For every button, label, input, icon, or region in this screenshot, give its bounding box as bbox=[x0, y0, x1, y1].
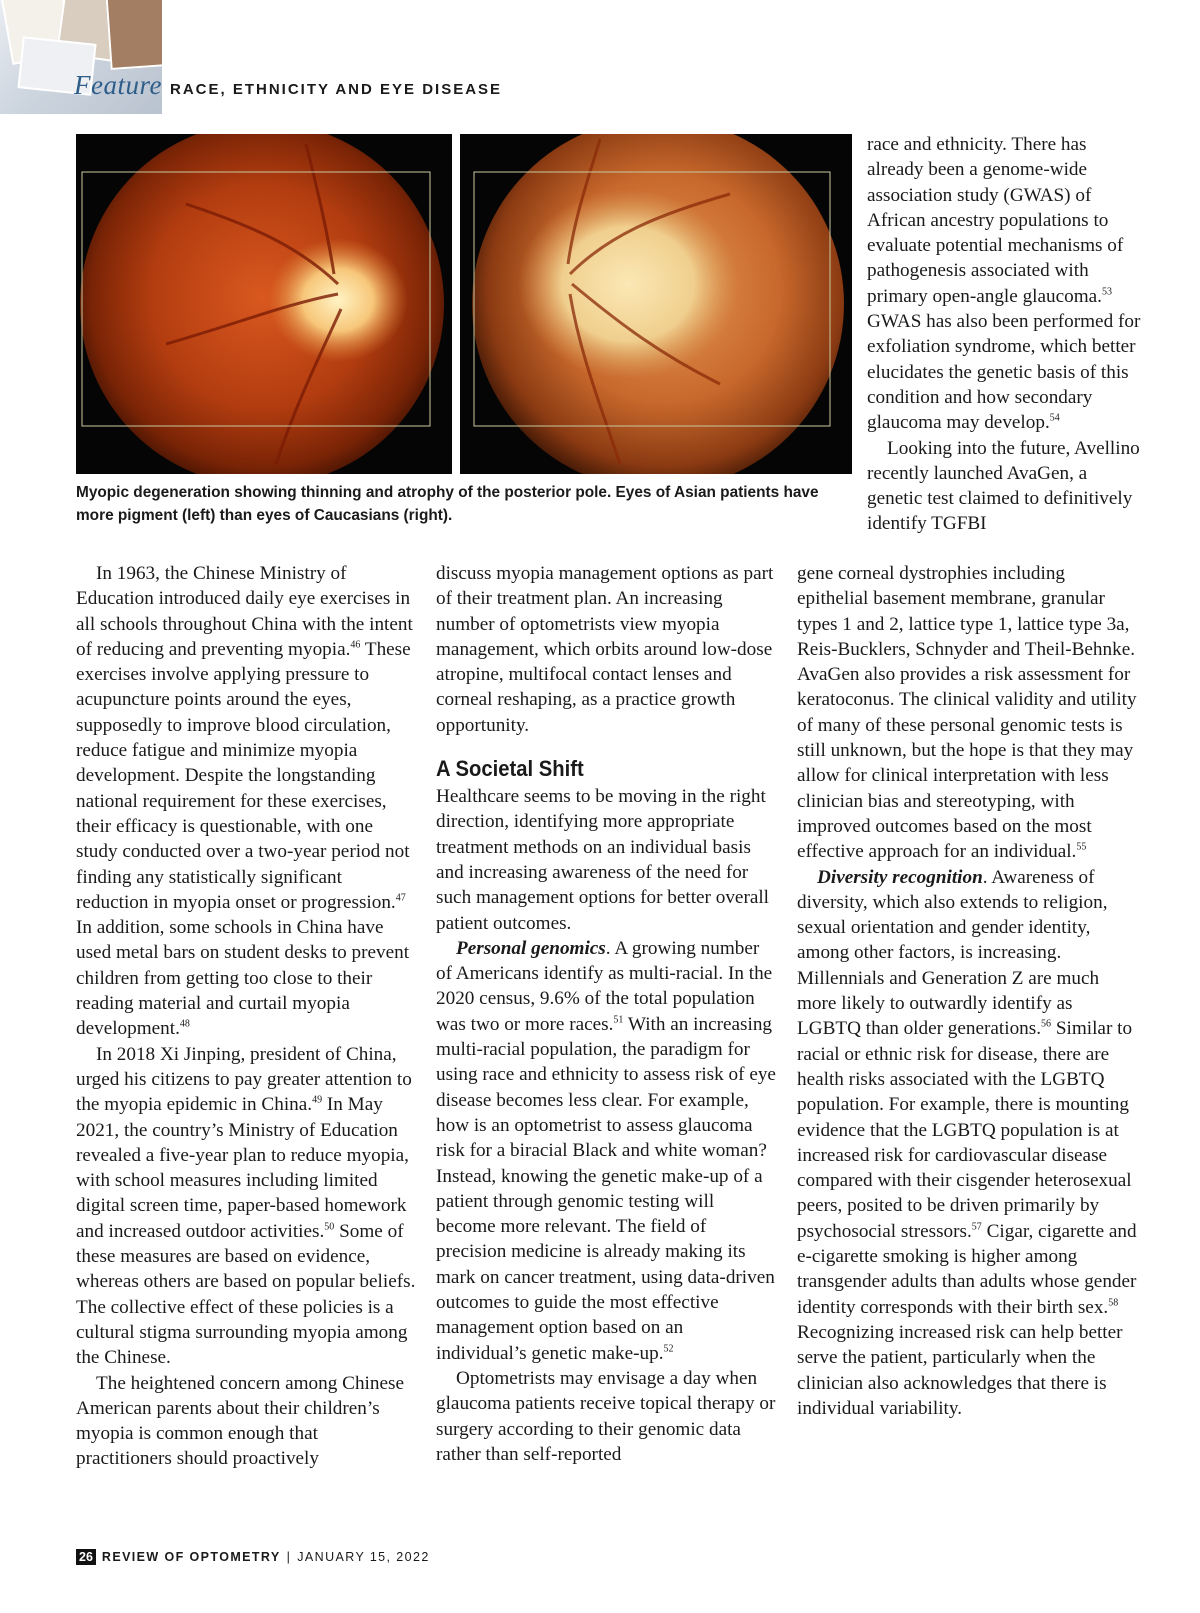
fundus-photo-asian bbox=[76, 134, 452, 474]
publication-name: REVIEW OF OPTOMETRY bbox=[101, 1550, 281, 1564]
paragraph: discuss myopia management options as part of their treatment plan. An increasing number of optometrists view myopia management, which orbits around low-dose atropine, multifocal contact lenses and corneal reshaping, as a practice growth opportunity. bbox=[436, 563, 774, 736]
fundus-photo-caucasian bbox=[460, 134, 852, 474]
paragraph: Diversity recognition. Awareness of diversity, which also extends to religion, sexual orientation and gender identity, among other factors, is increasing. Millennials and Generation Z are much more likely to outwardly identify as LGBTQ than older generations.$^{56}$ Similar to racial or ethnic risk for disease, there are health risks associated with the LGBTQ population. For example, there is mounting evidence that the LGBTQ population is at increased risk for cardiovascular disease compared with their cisgender heterosexual peers, posited to be driven primarily by psychosocial stressors.$^{57}$ Cigar, cigarette and e-cigarette smoking is higher among transgender adults than adults whose gender identity corresponds with their birth sex.$^{58}$ Recognizing increased risk can help better serve the patient, particularly when the clinician also acknowledges that there is individual variability. bbox=[797, 866, 1137, 1419]
paragraph: Personal genomics. A growing number of Americans identify as multi-racial. In the 2020 census, 9.6% of the total population was two or more races.$^{51}$ With an increasing multi-racial population, the paradigm for using race and ethnicity to assess risk of eye disease becomes less clear. For example, how is an optometrist to assess glaucoma risk for a biracial Black and white woman? Instead, knowing the genetic make-up of a patient through genomic testing will become more relevant. The field of precision medicine is already making its mark on cancer treatment, using data-driven outcomes to guide the most effective management option based on an individual’s genetic make-up.$^{52}$ bbox=[436, 937, 776, 1364]
section-subhead: A Societal Shift bbox=[436, 756, 584, 782]
paragraph: Healthcare seems to be moving in the right direction, identifying more appropriate treatment methods on an individual basis and increasing awareness of the need for such management options for better overall patient outcomes. bbox=[436, 786, 770, 934]
feature-label: Feature bbox=[74, 70, 162, 100]
column-3-top bbox=[867, 132, 1143, 537]
column-1 bbox=[76, 561, 416, 1472]
paragraph: In 1963, the Chinese Ministry of Education introduced daily eye exercises in all schools throughout China with the intent of reducing and preventing myopia.$^{46}$ These exercises involve applying pressure to acupuncture points around the eyes, supposedly to improve blood circulation, reduce fatigue and minimize myopia development. Despite the longstanding national requirement for these exercises, their efficacy is questionable, with one study conducted over a two-year period not finding any statistically significant reduction in myopia onset or progression.$^{47}$ In addition, some schools in China have used metal bars on student desks to prevent children from getting too close to their reading material and curtail myopia development.$^{48}$ bbox=[76, 563, 413, 1040]
page-number: 26 bbox=[76, 1549, 96, 1565]
paragraph: Looking into the future, Avellino recently launched AvaGen, a genetic test claimed to definitively identify TGFBI bbox=[867, 437, 1140, 535]
paragraph: gene corneal dystrophies including epithelial basement membrane, granular types 1 and 2, lattice type 1, lattice type 3a, Reis-Bucklers, Schnyder and Theil-Behnke. AvaGen also provides a risk assessment for keratoconus. The clinical validity and utility of many of these personal genomic tests is still unknown, but the hope is that they may allow for clinical interpretation with less clinician bias and stereotyping, with improved outcomes based on the most effective approach for an individual.$^{55}$ bbox=[797, 563, 1137, 863]
page-footer bbox=[76, 1549, 430, 1565]
paragraph: race and ethnicity. There has already been a genome-wide association study (GWAS) of African ancestry populations to evaluate potential mechanisms of pathogenesis associated with primary open-angle glaucoma.$^{53}$ GWAS has also been performed for exfoliation syndrome, which better elucidates the genetic basis of this condition and how secondary glaucoma may develop.$^{54}$ bbox=[867, 134, 1141, 434]
column-2 bbox=[436, 561, 776, 1467]
section-title: RACE, ETHNICITY AND EYE DISEASE bbox=[170, 81, 503, 98]
paragraph: The heightened concern among Chinese American parents about their children’s myopia is common enough that practitioners should proactively bbox=[76, 1372, 404, 1470]
footer-separator: | bbox=[286, 1550, 292, 1564]
paragraph: Optometrists may envisage a day when glaucoma patients receive topical therapy or surgery according to their genomic data rather than self-reported bbox=[436, 1367, 776, 1465]
column-3 bbox=[797, 561, 1137, 1421]
figure-caption: Myopic degeneration showing thinning and atrophy of the posterior pole. Eyes of Asian patients have more pigment (left) than eyes of Caucasians (right). bbox=[76, 484, 819, 524]
paragraph: In 2018 Xi Jinping, president of China, urged his citizens to pay greater attention to the myopia epidemic in China.$^{49}$ In May 2021, the country’s Ministry of Education revealed a five-year plan to reduce myopia, with school measures including limited digital screen time, paper-based homework and increased outdoor activities.$^{50}$ Some of these measures are based on evidence, whereas others are based on popular beliefs. The collective effect of these policies is a cultural stigma surrounding myopia among the Chinese. bbox=[76, 1043, 416, 1369]
issue-date: JANUARY 15, 2022 bbox=[297, 1550, 430, 1564]
